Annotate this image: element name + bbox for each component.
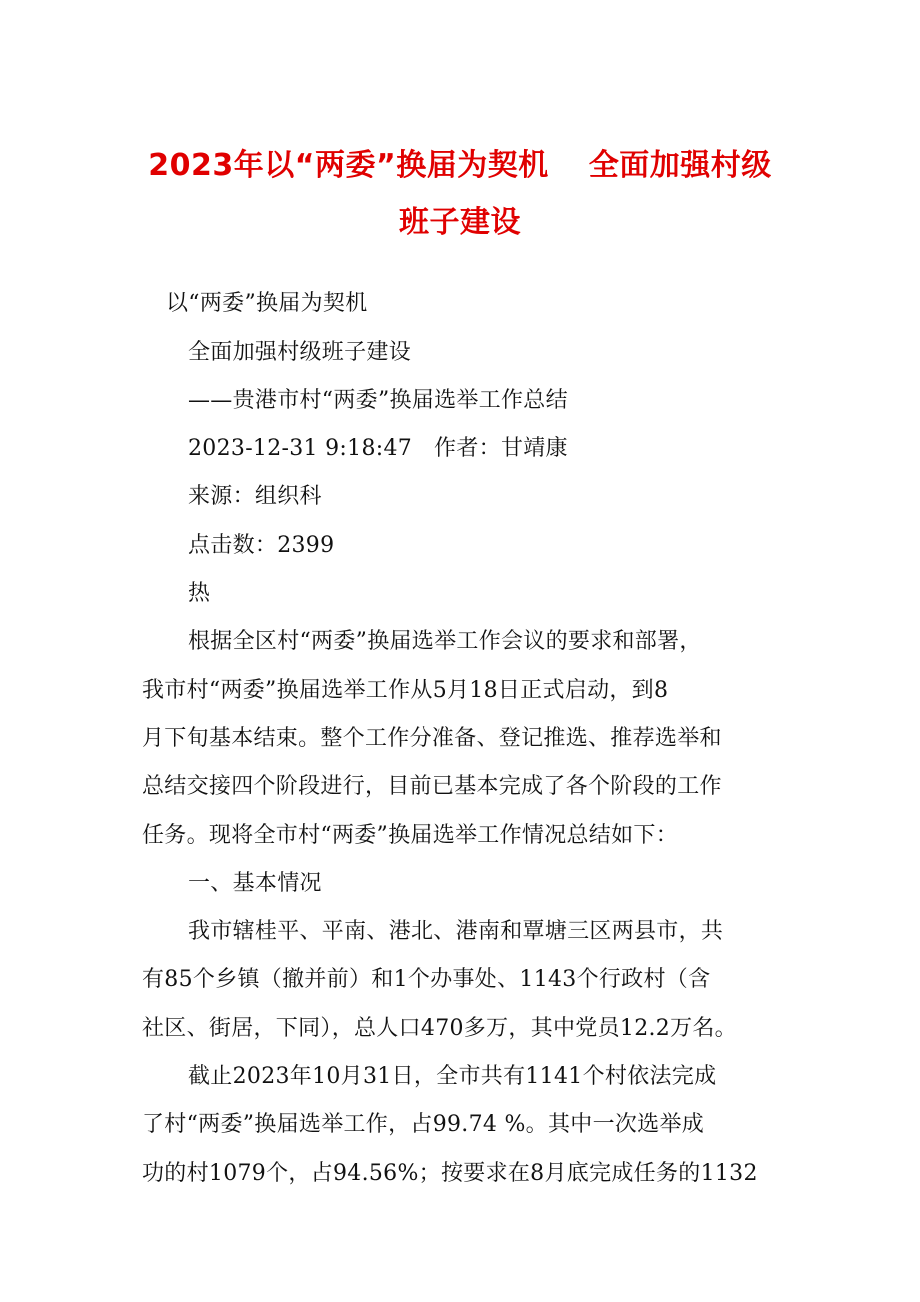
title-part-a: 2023年以“两委”换届为契机 bbox=[148, 148, 549, 183]
body-line: 社区、街居，下同），总人口470多万，其中党员12.2万名。 bbox=[142, 1016, 737, 1041]
body-line: 根据全区村“两委”换届选举工作会议的要求和部署， bbox=[188, 629, 702, 654]
body-line: 任务。现将全市村“两委”换届选举工作情况总结如下： bbox=[142, 823, 678, 848]
author: 作者：甘靖康 bbox=[434, 436, 568, 461]
meta-source: 来源：组织科 bbox=[188, 484, 322, 509]
section-heading: 一、基本情况 bbox=[188, 871, 322, 896]
body-line: 截止2023年10月31日，全市共有1141个村依法完成 bbox=[188, 1064, 717, 1089]
body-line: 我市辖桂平、平南、港北、港南和覃塘三区两县市，共 bbox=[188, 919, 724, 944]
body-line: 月下旬基本结束。整个工作分准备、登记推选、推荐选举和 bbox=[142, 726, 722, 751]
body-line: 功的村1079个，占94.56%；按要求在8月底完成任务的1132 bbox=[142, 1161, 758, 1186]
body-line: 了村“两委”换届选举工作，占99.74 %。其中一次选举成 bbox=[142, 1112, 705, 1137]
subtitle-1: 以“两委”换届为契机 bbox=[166, 291, 368, 316]
body-line: 总结交接四个阶段进行，目前已基本完成了各个阶段的工作 bbox=[142, 774, 722, 799]
hot-badge: 热 bbox=[188, 581, 211, 606]
subtitle-3: ——贵港市村“两委”换届选举工作总结 bbox=[188, 388, 568, 413]
meta-clicks: 点击数：2399 bbox=[188, 533, 335, 558]
title-part-b: 全面加强村级 bbox=[588, 148, 772, 183]
body-line: 我市村“两委”换届选举工作从5月18日正式启动，到8 bbox=[142, 678, 669, 703]
publish-datetime: 2023-12-31 9:18:47 bbox=[188, 436, 413, 461]
meta-datetime-author bbox=[188, 434, 568, 464]
document-title-line-1 bbox=[110, 146, 810, 186]
body-line: 有85个乡镇（撤并前）和1个办事处、1143个行政村（含 bbox=[142, 967, 711, 992]
document-title-line-2: 班子建设 bbox=[399, 205, 521, 240]
subtitle-2: 全面加强村级班子建设 bbox=[188, 340, 412, 365]
